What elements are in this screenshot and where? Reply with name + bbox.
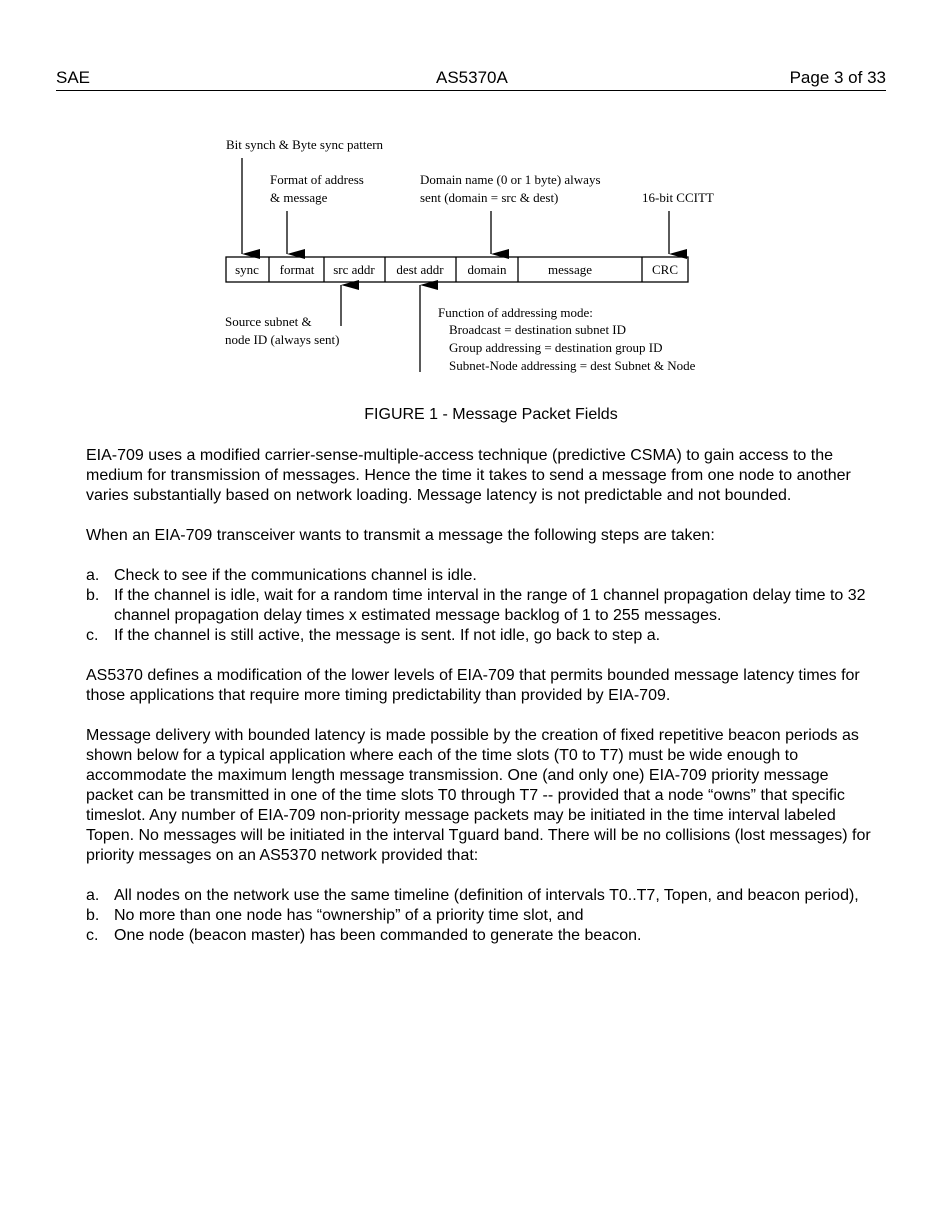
paragraph-bounded-latency: Message delivery with bounded latency is made possible by the creation of fixed repetitive beacon periods as shown below for a typical application where each of the time slots (T0 to T7) must be wide enough to accommodate the maximum length message transmission. One (and only one) EIA-709 priority message packet can be transmitted in one of the time slots T0 through T7 -- provided that a node “owns” that specific timeslot. Any number of EIA-709 non-priority message packets may be initiated in the time interval labeled Topen. No messages will be initiated in the interval Tguard band. There will be no collisions (lost messages) for priority messages on an AS5370 network provided that:	[86, 727, 871, 864]
label-domain-line2: sent (domain = src & dest)	[420, 190, 559, 205]
paragraph-as5370: AS5370 defines a modification of the lower levels of EIA-709 that permits bounded message latency times for those applications that require more timing predictability than provided by EIA-709.	[86, 667, 860, 704]
field-dest-addr: dest addr	[396, 262, 444, 277]
label-sync-pattern: Bit synch & Byte sync pattern	[226, 137, 384, 152]
document-body	[86, 446, 876, 966]
list-item: a. All nodes on the network use the same timeline (definition of intervals T0..T7, Topen, and beacon period),	[86, 887, 859, 904]
label-source-line1: Source subnet &	[225, 314, 312, 329]
field-message: message	[547, 262, 593, 277]
label-function-broadcast: Broadcast = destination subnet ID	[449, 322, 627, 337]
paragraph-csma: EIA-709 uses a modified carrier-sense-multiple-access technique (predictive CSMA) to gain access to the medium for transmission of messages. Hence the time it takes to send a message from one node to another varies substantially based on network loading. Message latency is not predictable and not bounded.	[86, 447, 851, 504]
field-sync: sync	[235, 262, 259, 277]
label-function-group: Group addressing = destination group ID	[449, 340, 663, 355]
list-item: c. If the channel is still active, the message is sent. If not idle, go back to step a.	[86, 627, 661, 644]
list-item: a. Check to see if the communications channel is idle.	[86, 567, 477, 584]
conditions-list	[86, 886, 876, 946]
figure-caption: FIGURE 1 - Message Packet Fields	[364, 406, 618, 423]
list-item: c. One node (beacon master) has been commanded to generate the beacon.	[86, 927, 642, 944]
label-function-subnet-node: Subnet-Node addressing = dest Subnet & Node	[449, 358, 696, 373]
steps-list	[86, 566, 876, 646]
field-crc: CRC	[651, 262, 679, 277]
field-domain: domain	[467, 262, 507, 277]
label-format-line2: & message	[270, 190, 328, 205]
header-doc-number: AS5370A	[436, 68, 508, 87]
header-org: SAE	[56, 68, 91, 87]
list-item: b. No more than one node has “ownership” of a priority time slot, and	[86, 907, 584, 924]
field-src-addr: src addr	[333, 262, 375, 277]
label-source-line2: node ID (always sent)	[225, 332, 340, 347]
field-format: format	[279, 262, 315, 277]
paragraph-steps-intro: When an EIA-709 transceiver wants to transmit a message the following steps are taken:	[86, 527, 715, 544]
message-packet-figure	[0, 0, 950, 400]
header-page-number: Page 3 of 33	[789, 68, 886, 87]
list-item: b. If the channel is idle, wait for a random time interval in the range of 1 channel propagation delay time to 32 channel propagation delay times x estimated message backlog of 1 to 255 messages.	[86, 587, 866, 624]
label-crc-type: 16-bit CCITT	[642, 190, 714, 205]
label-format-line1: Format of address	[270, 172, 364, 187]
label-function-title: Function of addressing mode:	[438, 305, 593, 320]
label-domain-line1: Domain name (0 or 1 byte) always	[420, 172, 601, 187]
